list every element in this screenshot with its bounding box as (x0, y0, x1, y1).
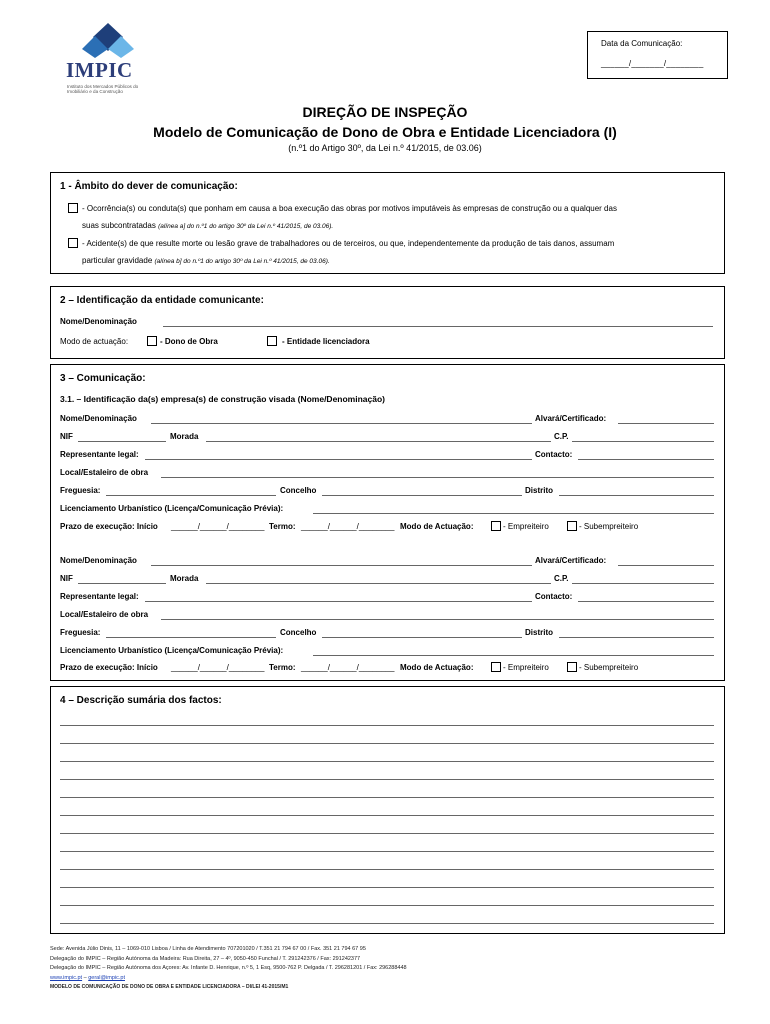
section-3-title: 3 – Comunicação: (60, 373, 146, 384)
description-line[interactable] (60, 905, 714, 906)
alvara-field[interactable] (618, 565, 714, 566)
footer-address-acores: Delegação do IMPIC – Região Autónoma dos Açores: Av. Infante D. Henrique, n.º 5, 1 Esq, 9500-762 P. Delgada / T. 296281201 / Fax: 296288448 (50, 965, 407, 971)
description-line[interactable] (60, 797, 714, 798)
description-line[interactable] (60, 725, 714, 726)
section-2-title: 2 – Identificação da entidade comunicante: (60, 295, 264, 306)
checkbox-acidente[interactable] (68, 238, 78, 248)
prazo-label: Prazo de execução: Início (60, 522, 158, 531)
local-label: Local/Estaleiro de obra (60, 610, 149, 619)
date-label: Data da Comunicação: (601, 39, 683, 48)
local-field[interactable] (161, 619, 714, 620)
licenciamento-label: Licenciamento Urbanístico (Licença/Comunicação Prévia): (60, 504, 284, 513)
item-2-text-cont (82, 256, 330, 265)
freguesia-label: Freguesia: (60, 628, 101, 637)
licenciamento-field[interactable] (313, 513, 714, 514)
item-1-reference: (alínea a] do n.º1 do artigo 30º da Lei n.º 41/2015, de 03.06). (158, 223, 334, 230)
item-2-reference: (alínea b] do n.º1 do artigo 30º da Lei n.º 41/2015, de 03.06). (154, 258, 330, 265)
prazo-inicio-field[interactable]: ______/______/________ (171, 522, 265, 531)
empreiteiro-label: - Empreiteiro (503, 522, 549, 531)
section-3 (50, 364, 725, 681)
section-4 (50, 686, 725, 934)
contacto-field[interactable] (578, 459, 714, 460)
description-line[interactable] (60, 887, 714, 888)
checkbox-empreiteiro[interactable] (491, 521, 501, 531)
date-field[interactable]: ______/_______/________ (601, 59, 704, 68)
modo-label: Modo de actuação: (60, 337, 129, 346)
alvara-label: Alvará/Certificado: (535, 414, 607, 423)
representante-field[interactable] (145, 459, 532, 460)
date-box (587, 31, 728, 79)
prazo-inicio-field[interactable]: ______/______/________ (171, 663, 265, 672)
impic-logo-mark (79, 22, 137, 58)
checkbox-subempreiteiro[interactable] (567, 521, 577, 531)
morada-label: Morada (170, 574, 199, 583)
description-line[interactable] (60, 923, 714, 924)
concelho-label: Concelho (280, 486, 317, 495)
checkbox-entidade-licenciadora[interactable] (267, 336, 277, 346)
representante-label: Representante legal: (60, 450, 139, 459)
subempreiteiro-label: - Subempreiteiro (579, 663, 639, 672)
distrito-field[interactable] (559, 495, 714, 496)
distrito-field[interactable] (559, 637, 714, 638)
nif-field[interactable] (78, 441, 166, 442)
item-2-text-line2: particular gravidade (82, 256, 153, 265)
cp-label: C.P. (554, 574, 569, 583)
checkbox-ocorrencia[interactable] (68, 203, 78, 213)
distrito-label: Distrito (525, 628, 553, 637)
representante-field[interactable] (145, 601, 532, 602)
concelho-label: Concelho (280, 628, 317, 637)
description-line[interactable] (60, 851, 714, 852)
item-1-text-cont (82, 221, 333, 230)
nome-field[interactable] (151, 423, 532, 424)
description-line[interactable] (60, 779, 714, 780)
modo-actuacao-label: Modo de Actuação: (400, 663, 474, 672)
entidade-licenciadora-label: - Entidade licenciadora (282, 337, 370, 346)
concelho-field[interactable] (322, 495, 522, 496)
footer-link-separator: – (82, 975, 89, 981)
contacto-field[interactable] (578, 601, 714, 602)
alvara-label: Alvará/Certificado: (535, 556, 607, 565)
page-subtitle: Modelo de Comunicação de Dono de Obra e Entidade Licenciadora (I) (153, 124, 617, 140)
morada-field[interactable] (206, 583, 551, 584)
description-line[interactable] (60, 833, 714, 834)
licenciamento-field[interactable] (313, 655, 714, 656)
section-4-title: 4 – Descrição sumária dos factos: (60, 695, 222, 706)
item-2-text: - Acidente(s) de que resulte morte ou lesão grave de trabalhadores ou de terceiros, ou que, independentemente da produção de tais danos, assumam (82, 239, 615, 248)
empreiteiro-label: - Empreiteiro (503, 663, 549, 672)
local-label: Local/Estaleiro de obra (60, 468, 149, 477)
nome-field[interactable] (163, 326, 713, 327)
section-1-title: 1 - Âmbito do dever de comunicação: (60, 181, 238, 192)
logo-subtitle: Instituto dos Mercados Públicos do Imobiliário e da Construção (67, 84, 139, 95)
description-line[interactable] (60, 869, 714, 870)
footer-address-madeira: Delegação do IMPIC – Região Autónoma da Madeira: Rua Direita, 27 – 4º, 9050-450 Funchal / T. 291242376 / Fax: 291242377 (50, 956, 361, 962)
concelho-field[interactable] (322, 637, 522, 638)
page-title: DIREÇÃO DE INSPEÇÃO (302, 104, 468, 120)
distrito-label: Distrito (525, 486, 553, 495)
checkbox-subempreiteiro[interactable] (567, 662, 577, 672)
legal-reference: (n.º1 do Artigo 30º, da Lei n.º 41/2015, de 03.06) (288, 143, 482, 153)
section-3-subtitle: 3.1. – Identificação da(s) empresa(s) de construção visada (Nome/Denominação) (60, 394, 385, 404)
impic-logo (62, 22, 152, 100)
website-link[interactable]: www.impic.pt (50, 975, 83, 981)
alvara-field[interactable] (618, 423, 714, 424)
cp-label: C.P. (554, 432, 569, 441)
contacto-label: Contacto: (535, 592, 573, 601)
footer-address-sede: Sede: Avenida Júlio Dinis, 11 – 1069-010 Lisboa / Linha de Atendimento 707201020 / T.351 21 794 67 00 / Fax. 351 21 794 67 95 (50, 946, 366, 952)
morada-field[interactable] (206, 441, 551, 442)
item-1-text-line2: suas subcontratadas (82, 221, 156, 230)
nome-field[interactable] (151, 565, 532, 566)
footer-links (50, 975, 125, 981)
dono-obra-label: - Dono de Obra (160, 337, 218, 346)
description-line[interactable] (60, 761, 714, 762)
contacto-label: Contacto: (535, 450, 573, 459)
local-field[interactable] (161, 477, 714, 478)
prazo-label: Prazo de execução: Início (60, 663, 158, 672)
section-2 (50, 286, 725, 359)
nome-label: Nome/Denominação (60, 556, 137, 565)
termo-field[interactable]: ______/______/________ (301, 522, 395, 531)
nif-label: NIF (60, 432, 73, 441)
checkbox-empreiteiro[interactable] (491, 662, 501, 672)
nome-label: Nome/Denominação (60, 317, 137, 326)
termo-label: Termo: (269, 663, 296, 672)
nif-label: NIF (60, 574, 73, 583)
freguesia-label: Freguesia: (60, 486, 101, 495)
description-line[interactable] (60, 743, 714, 744)
freguesia-field[interactable] (106, 495, 276, 496)
section-1 (50, 172, 725, 274)
subempreiteiro-label: - Subempreiteiro (579, 522, 639, 531)
termo-label: Termo: (269, 522, 296, 531)
description-line[interactable] (60, 815, 714, 816)
representante-label: Representante legal: (60, 592, 139, 601)
nome-label: Nome/Denominação (60, 414, 137, 423)
nif-field[interactable] (78, 583, 166, 584)
freguesia-field[interactable] (106, 637, 276, 638)
checkbox-dono-obra[interactable] (147, 336, 157, 346)
licenciamento-label: Licenciamento Urbanístico (Licença/Comunicação Prévia): (60, 646, 284, 655)
modo-actuacao-label: Modo de Actuação: (400, 522, 474, 531)
termo-field[interactable]: ______/______/________ (301, 663, 395, 672)
email-link[interactable]: geral@impic.pt (88, 975, 125, 981)
morada-label: Morada (170, 432, 199, 441)
cp-field[interactable] (572, 441, 714, 442)
cp-field[interactable] (572, 583, 714, 584)
logo-wordmark: IMPIC (66, 58, 133, 82)
item-1-text: - Ocorrência(s) ou conduta(s) que ponham em causa a boa execução das obras por motivos imputáveis às empresas de construção ou a qualquer das (82, 204, 617, 213)
form-code: MODELO DE COMUNICAÇÃO DE DONO DE OBRA E ENTIDADE LICENCIADORA – DI/LEI 41-2015/M1 (50, 984, 289, 990)
